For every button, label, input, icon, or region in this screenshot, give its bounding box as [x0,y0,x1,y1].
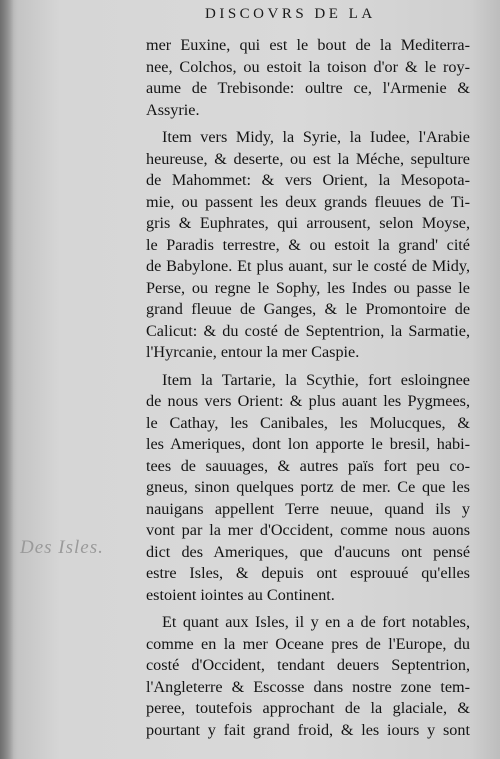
text-line: mer Euxine, qui est le bout de la Mediterra- [146,36,470,54]
text-line: nee, Colchos, ou estoit la toison d'or & le roy- [146,57,470,76]
text-line: le Paradis terrestre, & ou estoit la grand' cité [146,235,470,254]
text-line: Calicut: & du costé de Septentrion, la Sarmatie, [146,321,470,340]
text-line: Item vers Midy, la Syrie, la Iudee, l'Arabie [162,128,470,146]
text-line: l'Hyrcanie, entour la mer Caspie. [146,343,360,361]
running-head: DISCOVRS DE LA [205,6,376,22]
paragraph [146,370,470,607]
gutter-shadow [0,0,14,759]
text-line: les Ameriques, dont lon apporte le bresil, habi- [146,435,470,453]
margin-note: Des Isles. [20,537,104,558]
text-line: Item la Tartarie, la Scythie, fort esloingnee [162,370,470,389]
text-line: mie, ou passent les deux grands fleuues de Ti- [146,192,470,211]
text-line: dict des Ameriques, que d'aucuns ont pensé [146,542,470,561]
text-line: de Mahommet: & vers Orient, la Mesopota- [146,171,470,189]
paragraph [146,612,470,741]
text-line: l'Angleterre & Escosse dans nostre zone tem- [146,677,470,696]
text-line: Et quant aux Isles, il y en a de fort notables, [162,613,470,631]
text-line: estoient iointes au Continent. [146,585,335,604]
text-line: tees de sauuages, & autres païs fort peu co- [146,456,470,475]
text-line: de nous vers Orient: & plus auant les Pygmees, [146,392,470,410]
body-text [146,35,470,741]
text-line: Assyrie. [146,100,200,119]
text-line: comme en la mer Oceane pres de l'Europe, du [146,634,470,653]
text-line: aume de Trebisonde: oultre ce, l'Armenie & [146,79,470,97]
text-line: le Cathay, les Canibales, les Molucques, & [146,413,470,432]
text-line: gris & Euphrates, qui arrousent, selon Moyse, [146,214,470,232]
text-line: peree, toutefois approchant de la glaciale, & [146,699,470,717]
paragraph [146,35,470,121]
text-line: grand fleuue de Ganges, & le Promontoire de [146,300,470,318]
text-line: Perse, ou regne le Sophy, les Indes ou passe le [146,278,470,297]
text-line: vont par la mer d'Occident, comme nous auons [146,521,470,539]
paragraph [146,127,470,364]
text-line: estre Isles, & depuis ont esprouué qu'elles [146,564,470,582]
text-line: costé d'Occident, tendant deuers Septentrion, [146,656,470,674]
text-line: pourtant y fait grand froid, & les iours y sont [146,720,470,739]
text-line: nauigans appellent Terre neuue, quand ils y [146,499,470,518]
text-line: heureuse, & deserte, ou est la Méche, sepulture [146,149,470,168]
text-line: gneus, sinon quelques portz de mer. Ce que les [146,478,470,496]
text-line: de Babylone. Et plus auant, sur le costé de Midy, [146,257,470,275]
